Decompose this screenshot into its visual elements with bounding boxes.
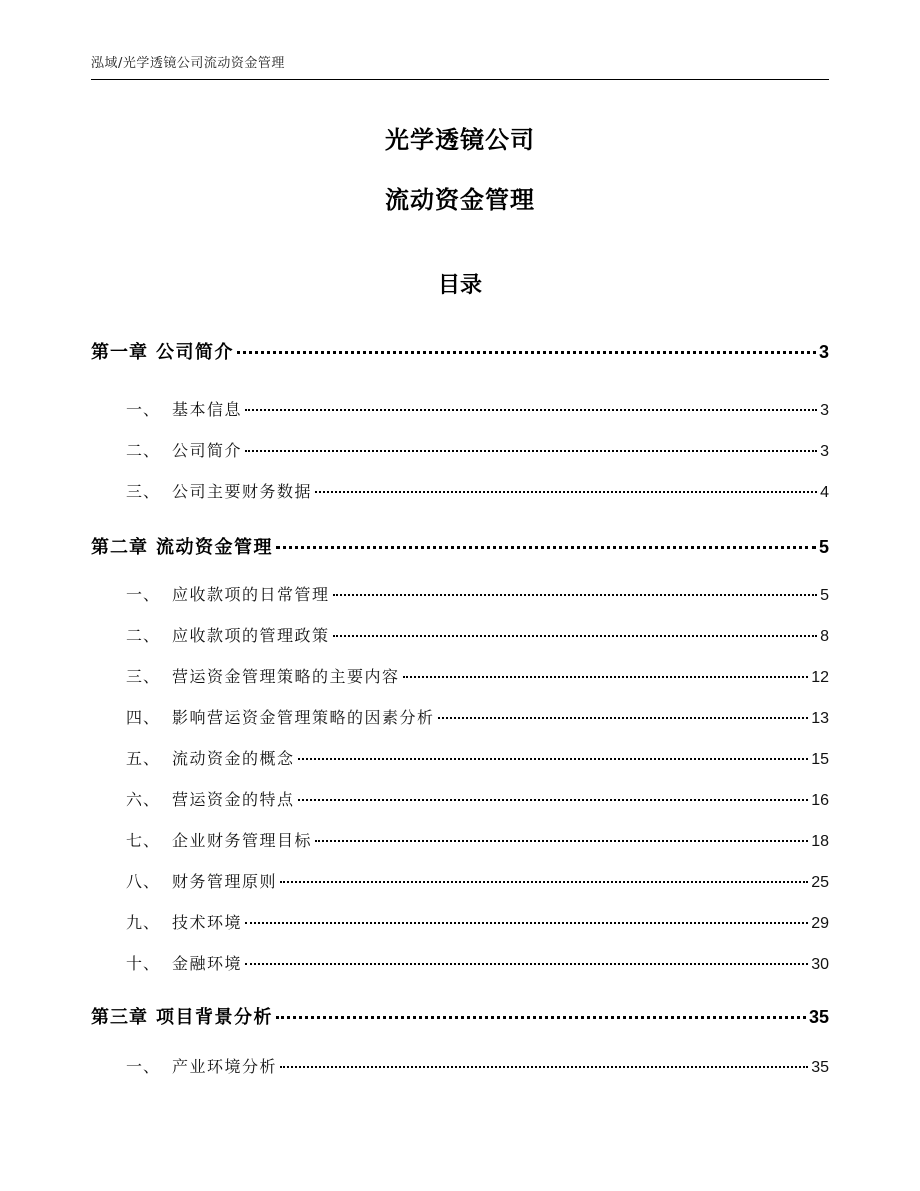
toc-entry-page-number: 25 (811, 874, 829, 891)
toc-entry-number: 二、 (126, 441, 161, 460)
toc-entry-label: 影响营运资金管理策略的因素分析 (172, 708, 435, 727)
toc-entry-label: 营运资金管理策略的主要内容 (172, 667, 400, 686)
toc-entry-number: 四、 (126, 708, 161, 727)
toc-entry-label: 金融环境 (172, 954, 243, 973)
dot-leader (403, 676, 809, 678)
toc-entry-label: 应收款项的管理政策 (172, 626, 330, 645)
toc-section-entry[interactable] (126, 438, 829, 461)
toc-entry-number: 二、 (126, 626, 161, 645)
toc-chapter-entry[interactable] (91, 533, 829, 559)
toc-entry-page-number: 3 (820, 443, 829, 460)
toc-entry-number: 七、 (126, 831, 161, 850)
toc-section-entry[interactable] (126, 951, 829, 974)
toc-section-entry[interactable] (126, 828, 829, 851)
toc-entry-label: 营运资金的特点 (172, 790, 295, 809)
toc-section-entry[interactable] (126, 582, 829, 605)
toc-entry-number: 九、 (126, 913, 161, 932)
toc-entry-label: 公司简介 (172, 441, 243, 460)
toc-entry-label: 基本信息 (172, 400, 243, 419)
toc-section-entry[interactable] (126, 787, 829, 810)
toc-entry-number: 第二章 (91, 537, 148, 558)
toc-entry-page-number: 13 (811, 710, 829, 727)
dot-leader (333, 635, 818, 637)
toc-entry-label: 企业财务管理目标 (172, 831, 313, 850)
toc-entry-page-number: 30 (811, 956, 829, 973)
toc-entry-number: 一、 (126, 400, 161, 419)
toc-entry-page-number: 29 (811, 915, 829, 932)
toc-entry-page-number: 35 (811, 1059, 829, 1076)
toc-entry-label: 财务管理原则 (172, 872, 278, 891)
toc-heading: 目录 (437, 273, 482, 298)
dot-leader (245, 450, 817, 452)
toc-section-entry[interactable] (126, 397, 829, 420)
dot-leader (298, 758, 809, 760)
toc-entry-page-number: 8 (820, 628, 829, 645)
toc-entry-number: 十、 (126, 954, 161, 973)
dot-leader (245, 922, 808, 924)
dot-leader (245, 409, 817, 411)
dot-leader (280, 881, 808, 883)
dot-leader (276, 546, 816, 549)
toc-entry-number: 六、 (126, 790, 161, 809)
toc-entry-page-number: 4 (820, 484, 829, 501)
dot-leader (315, 491, 817, 493)
toc-section-entry[interactable] (126, 910, 829, 933)
toc-entry-label: 技术环境 (172, 913, 243, 932)
toc-entry-number: 一、 (126, 585, 161, 604)
toc-entry-number: 三、 (126, 667, 161, 686)
toc-entry-label: 流动资金的概念 (172, 749, 295, 768)
toc-entry-page-number: 3 (820, 402, 829, 419)
toc-entry-number: 五、 (126, 749, 161, 768)
toc-entry-page-number: 18 (811, 833, 829, 850)
document-subtitle: 流动资金管理 (385, 186, 535, 214)
toc-entry-number: 第一章 (91, 342, 148, 363)
dot-leader (237, 351, 816, 354)
toc-section-entry[interactable] (126, 746, 829, 769)
toc-entry-number: 一、 (126, 1057, 161, 1076)
toc-entry-page-number: 12 (811, 669, 829, 686)
toc-entry-page-number: 16 (811, 792, 829, 809)
toc-section-entry[interactable] (126, 479, 829, 502)
toc-chapter-entry[interactable] (91, 338, 829, 364)
toc-entry-label: 公司简介 (156, 342, 234, 363)
toc-section-entry[interactable] (126, 664, 829, 687)
toc-section-entry[interactable] (126, 705, 829, 728)
dot-leader (298, 799, 809, 801)
toc-entry-label: 产业环境分析 (172, 1057, 278, 1076)
toc-section-entry[interactable] (126, 623, 829, 646)
dot-leader (245, 963, 808, 965)
toc-entry-page-number: 3 (818, 342, 829, 362)
toc-entry-label: 流动资金管理 (156, 537, 273, 558)
dot-leader (280, 1066, 808, 1068)
toc-entry-page-number: 15 (811, 751, 829, 768)
toc-entry-label: 应收款项的日常管理 (172, 585, 330, 604)
toc-entry-page-number: 5 (820, 587, 829, 604)
toc-section-entry[interactable] (126, 1054, 829, 1077)
dot-leader (438, 717, 809, 719)
toc-entry-page-number: 5 (818, 537, 829, 557)
dot-leader (315, 840, 808, 842)
dot-leader (333, 594, 818, 596)
toc-section-entry[interactable] (126, 869, 829, 892)
toc-chapter-entry[interactable] (91, 1003, 829, 1029)
toc-entry-number: 第三章 (91, 1007, 148, 1028)
dot-leader (276, 1016, 806, 1019)
toc-entry-label: 公司主要财务数据 (172, 482, 313, 501)
toc-entry-label: 项目背景分析 (156, 1007, 273, 1028)
toc-entry-page-number: 35 (808, 1007, 829, 1027)
toc-entry-number: 八、 (126, 872, 161, 891)
toc-entry-number: 三、 (126, 482, 161, 501)
running-header: 泓域/光学透镜公司流动资金管理 (91, 52, 829, 80)
document-title: 光学透镜公司 (385, 126, 535, 154)
